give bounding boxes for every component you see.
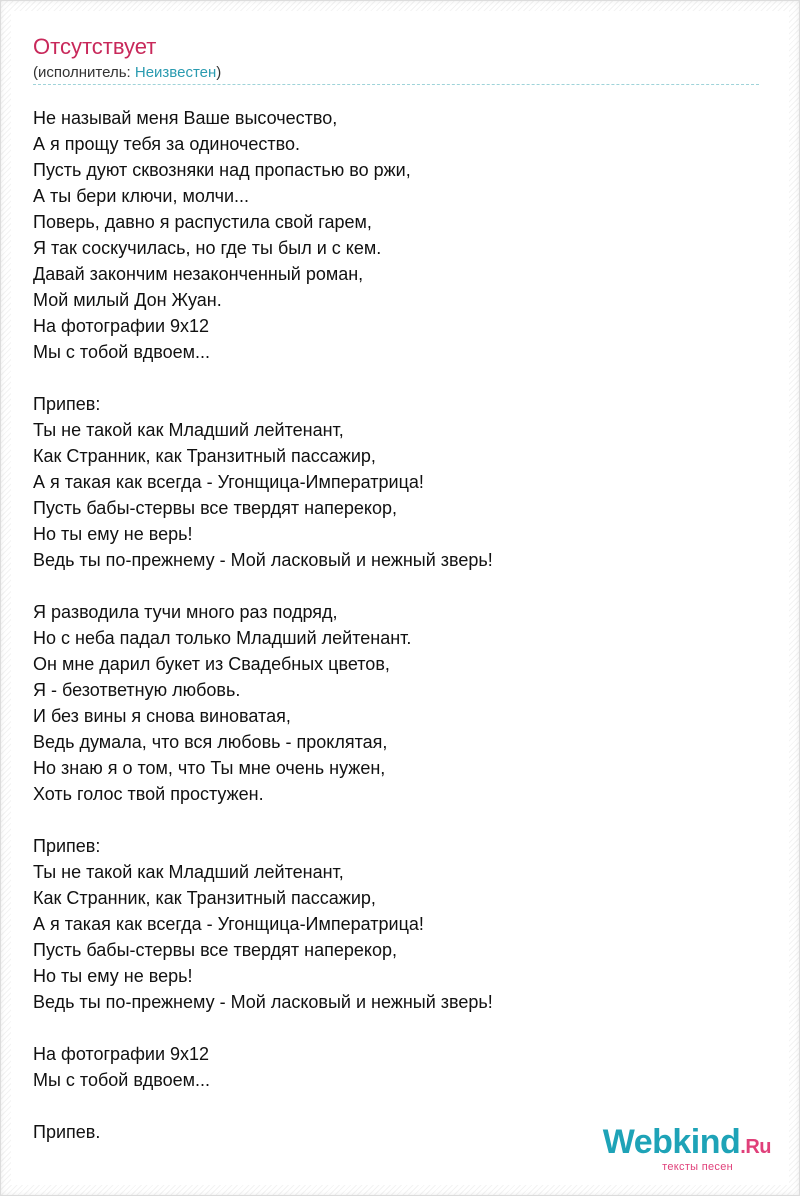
artist-prefix: (исполнитель: — [33, 64, 135, 81]
lyric-line: Пусть бабы-стервы все твердят наперекор, — [33, 940, 397, 960]
title-divider — [33, 84, 759, 85]
lyric-line: Поверь, давно я распустила свой гарем, — [33, 212, 372, 232]
lyrics-text — [33, 105, 763, 1145]
lyric-line: Ты не такой как Младший лейтенант, — [33, 862, 344, 882]
lyric-line: На фотографии 9x12 — [33, 316, 210, 336]
lyric-line: Но знаю я о том, что Ты мне очень нужен, — [33, 758, 386, 778]
logo-main-text: Webkind — [602, 1123, 741, 1161]
lyric-line: Ведь ты по-прежнему - Мой ласковый и нежный зверь! — [33, 550, 493, 570]
lyric-line: Ведь ты по-прежнему - Мой ласковый и нежный зверь! — [33, 992, 493, 1012]
stanza-break — [33, 1015, 763, 1041]
lyric-line: Припев. — [33, 1122, 101, 1142]
stanza-break — [33, 573, 763, 599]
lyric-line: Я разводила тучи много раз подряд, — [33, 602, 338, 622]
artist-link[interactable]: Неизвестен — [134, 64, 217, 81]
lyric-line: Припев: — [33, 836, 101, 856]
lyric-line: А я такая как всегда - Угонщица-Императрица! — [33, 472, 424, 492]
lyric-line: Ведь думала, что вся любовь - проклятая, — [33, 732, 388, 752]
stanza-break — [33, 365, 763, 391]
lyric-line: Мой милый Дон Жуан. — [33, 290, 222, 310]
lyric-line: Припев: — [33, 394, 101, 414]
lyric-line: Не называй меня Ваше высочество, — [33, 108, 338, 128]
lyric-line: Он мне дарил букет из Свадебных цветов, — [33, 654, 390, 674]
stanza-break — [33, 807, 763, 833]
lyric-line: А я такая как всегда - Угонщица-Императрица! — [33, 914, 424, 934]
stanza-break — [33, 1093, 763, 1119]
lyric-line: Мы с тобой вдвоем... — [33, 1070, 210, 1090]
lyric-line: И без вины я снова виноватая, — [33, 706, 291, 726]
lyric-line: А ты бери ключи, молчи... — [33, 186, 250, 206]
logo-wordmark — [603, 1125, 771, 1164]
lyric-line: Но ты ему не верь! — [33, 966, 193, 986]
logo-tld: .Ru — [740, 1136, 771, 1158]
logo-tagline: тексты песен — [662, 1161, 733, 1173]
lyric-line: Пусть бабы-стервы все твердят наперекор, — [33, 498, 397, 518]
lyric-line: Хоть голос твой простужен. — [33, 784, 264, 804]
lyric-line: Я - безответную любовь. — [33, 680, 241, 700]
lyric-line: Как Странник, как Транзитный пассажир, — [33, 446, 376, 466]
lyric-line: Я так соскучилась, но где ты был и с кем. — [33, 238, 382, 258]
song-title: Отсутствует — [33, 34, 157, 59]
lyric-line: Давай закончим незаконченный роман, — [33, 264, 364, 284]
lyric-line: Мы с тобой вдвоем... — [33, 342, 210, 362]
lyric-line: Пусть дуют сквозняки над пропастью во ржи, — [33, 160, 411, 180]
artist-suffix: ) — [216, 64, 222, 81]
lyric-line: Но ты ему не верь! — [33, 524, 193, 544]
lyric-line: Ты не такой как Младший лейтенант, — [33, 420, 344, 440]
lyric-line: Но с неба падал только Младший лейтенант. — [33, 628, 412, 648]
lyric-line: А я прощу тебя за одиночество. — [33, 134, 301, 154]
lyric-line: На фотографии 9x12 — [33, 1044, 210, 1064]
webkind-logo[interactable] — [603, 1125, 771, 1173]
artist-line — [33, 64, 221, 82]
lyric-line: Как Странник, как Транзитный пассажир, — [33, 888, 376, 908]
